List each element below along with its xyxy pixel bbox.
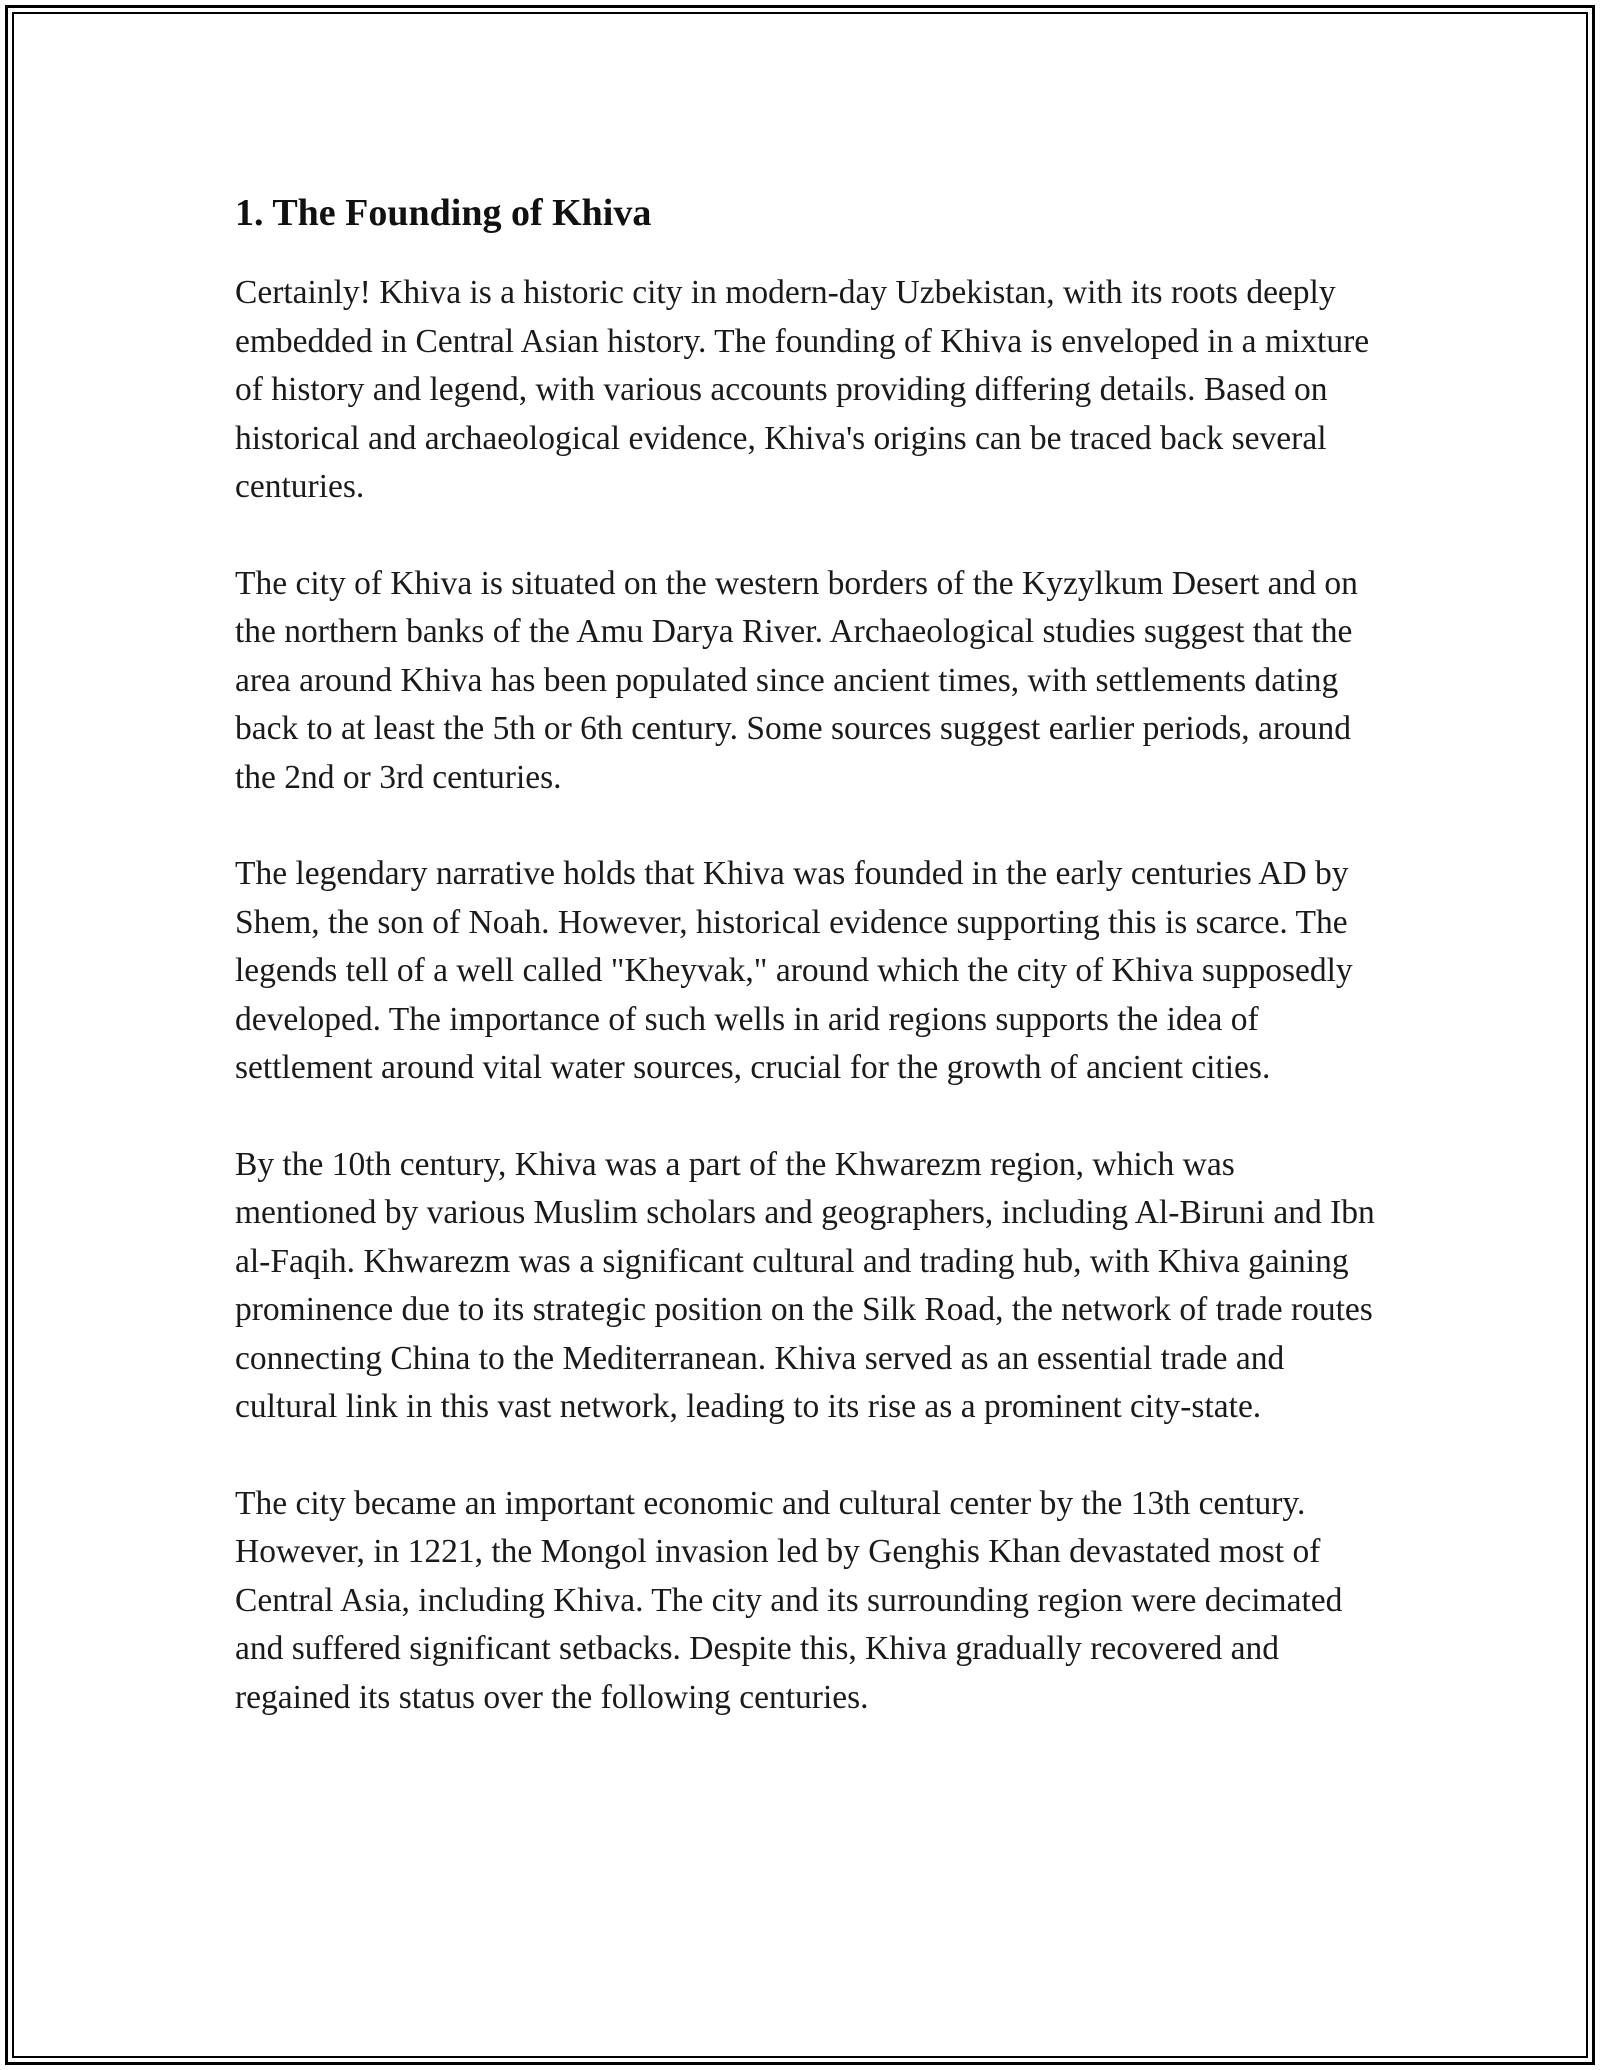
section-title: 1. The Founding of Khiva: [235, 192, 652, 234]
paragraph-mongol-invasion: The city became an important economic and cultural center by the 13th century. However, in 1221, the Mongol invasion led by Genghis Khan devastated most of Central Asia, including Khiva. The city and its surrounding region were decimated and suffered significant setbacks. Despite this, Khiva gradually recovered and regained its status over the following centuries.: [235, 1484, 1343, 1716]
document-body: [235, 185, 1375, 1770]
paragraph-intro: Certainly! Khiva is a historic city in modern-day Uzbekistan, with its roots deeply embedded in Central Asian history. The founding of Khiva is enveloped in a mixture of history and legend, with various accounts providing differing details. Based on historical and archaeological evidence, Khiva's origins can be traced back several centuries.: [235, 274, 1370, 505]
paragraph-khwarezm: By the 10th century, Khiva was a part of the Khwarezm region, which was mentioned by various Muslim scholars and geographers, including Al-Biruni and Ibn al-Faqih. Khwarezm was a significant cultural and trading hub, with Khiva gaining prominence due to its strategic position on the Silk Road, the network of trade routes connecting China to the Mediterranean. Khiva served as an essential trade and cultural link in this vast network, leading to its rise as a prominent city-state.: [235, 1145, 1375, 1425]
paragraph-geography: The city of Khiva is situated on the western borders of the Kyzylkum Desert and on the northern banks of the Amu Darya River. Archaeological studies suggest that the area around Khiva has been populated since ancient times, with settlements dating back to at least the 5th or 6th century. Some sources suggest earlier periods, around the 2nd or 3rd centuries.: [235, 564, 1358, 796]
paragraph-legend: The legendary narrative holds that Khiva was founded in the early centuries AD by Shem, the son of Noah. However, historical evidence supporting this is scarce. The legends tell of a well called "Kheyvak," around which the city of Khiva supposedly developed. The importance of such wells in arid regions supports the idea of settlement around vital water sources, crucial for the growth of ancient cities.: [235, 855, 1353, 1086]
